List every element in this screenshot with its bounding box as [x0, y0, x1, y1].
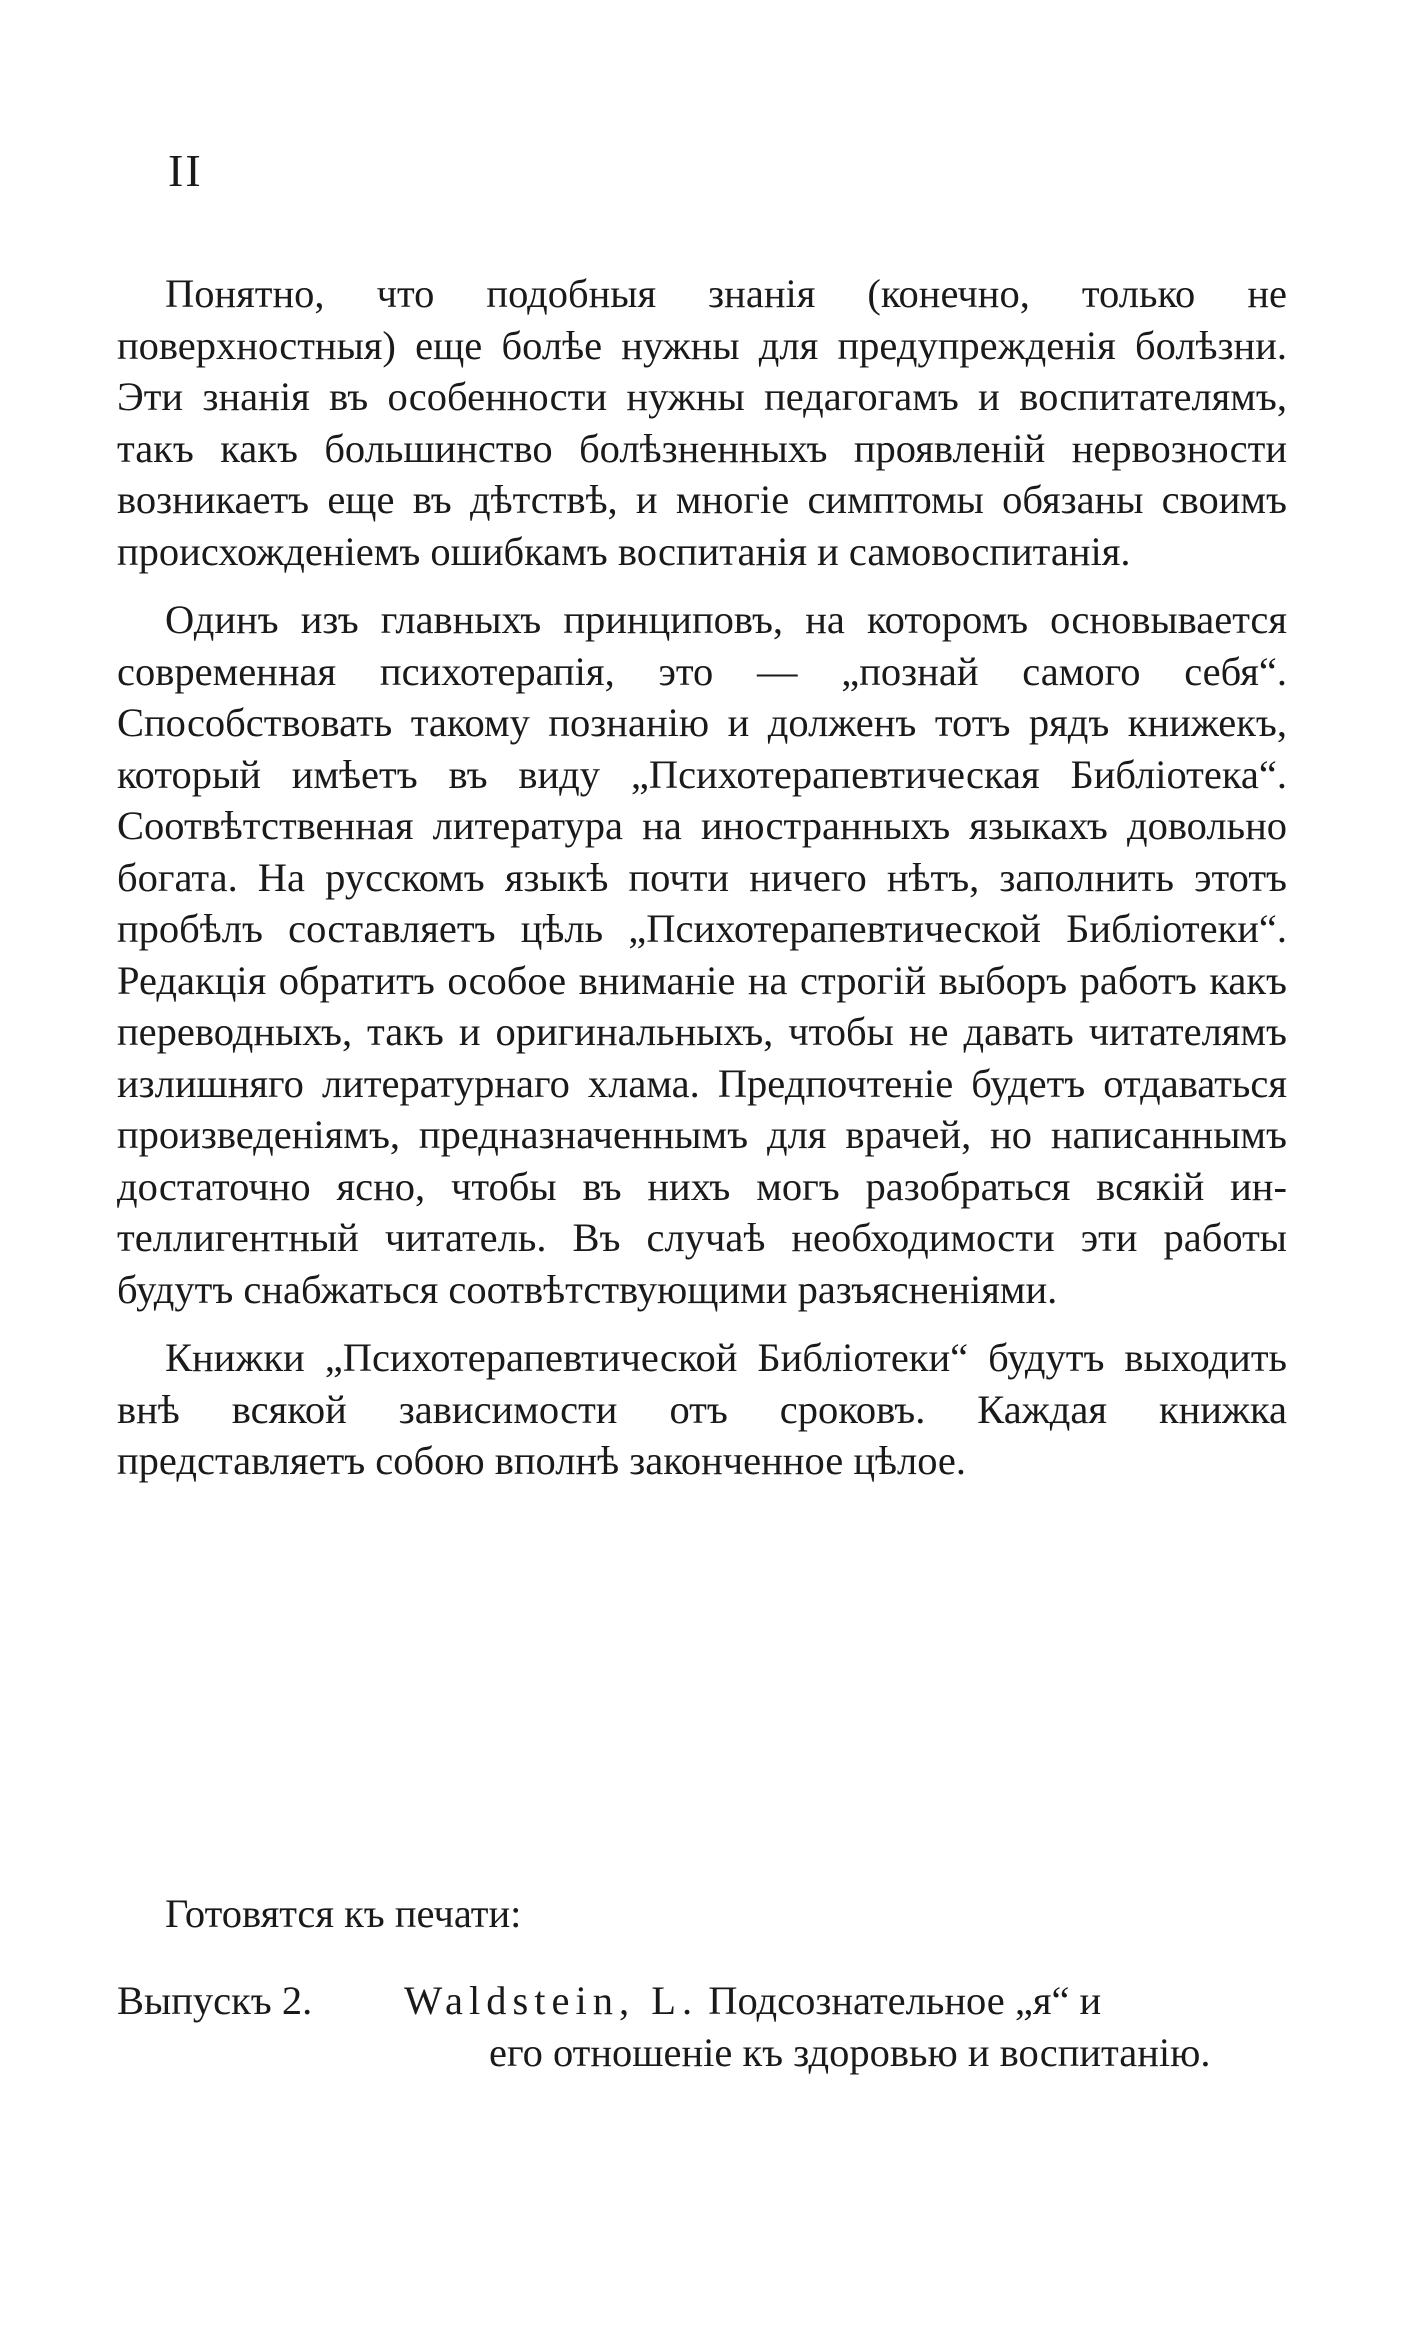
forthcoming-heading: Готовятся къ печати:	[165, 1891, 522, 1936]
issue-description	[404, 1975, 1287, 2079]
page-number: II	[168, 145, 203, 196]
issue-title-continuation: его отношеніе къ здоровью и воспитанію.	[489, 2030, 1211, 2075]
issue-entry	[117, 1975, 1287, 2079]
issue-author: Waldstein, L.	[404, 1978, 699, 2023]
paragraph-3: Книжки „Психотерапевтической Библіотеки“ будутъ выходить внѣ всякой зависимости отъ сроковъ. Каждая книжка представляетъ собою вполнѣ законченное цѣлое.	[117, 1335, 1287, 1483]
paragraph-1: Понятно, что подобныя знанія (конечно, только не поверхностныя) еще болѣе нужны для предупрежденія болѣзни. Эти знанія въ особенности нужны педагогамъ и воспитателямъ, такъ какъ большинство болѣзненныхъ проявленій нервозности возникаетъ еще въ дѣтствѣ, и многіе симптомы обязаны своимъ происхожденіемъ ошибкамъ воспитанія и самовоспитанія.	[117, 271, 1287, 574]
issue-title-start: Подсознательное „я“ и	[708, 1978, 1102, 2023]
issue-label: Выпускъ 2.	[117, 1978, 313, 2023]
issue-first-line	[404, 1975, 1287, 2027]
body-text	[117, 268, 1287, 1504]
paragraph-2: Одинъ изъ главныхъ принциповъ, на которомъ основывается современная психотерапія, это — „познай самого себя“. Способствовать такому познанію и долженъ тотъ рядъ книжекъ, который имѣетъ въ виду „Психотерапевтическая Библіотека“. Соотвѣтственная литература на иностранныхъ языкахъ довольно богата. На русскомъ языкѣ почти ничего нѣтъ, заполнить этотъ пробѣлъ составляетъ цѣль „Психотерапевтической Библіотеки“. Редакція обратитъ особое вниманіе на строгій выборъ работъ какъ переводныхъ, такъ и оригинальныхъ, чтобы не давать читателямъ излишняго литературнаго хлама. Предпочтеніе будетъ отдаваться произведеніямъ, предназначеннымъ для врачей, но написаннымъ достаточно ясно, чтобы въ нихъ могъ разобраться всякій интеллигентный читатель. Въ случаѣ необходимости эти работы будутъ снабжаться соотвѣтствующими разъясненіями.	[117, 597, 1287, 1312]
